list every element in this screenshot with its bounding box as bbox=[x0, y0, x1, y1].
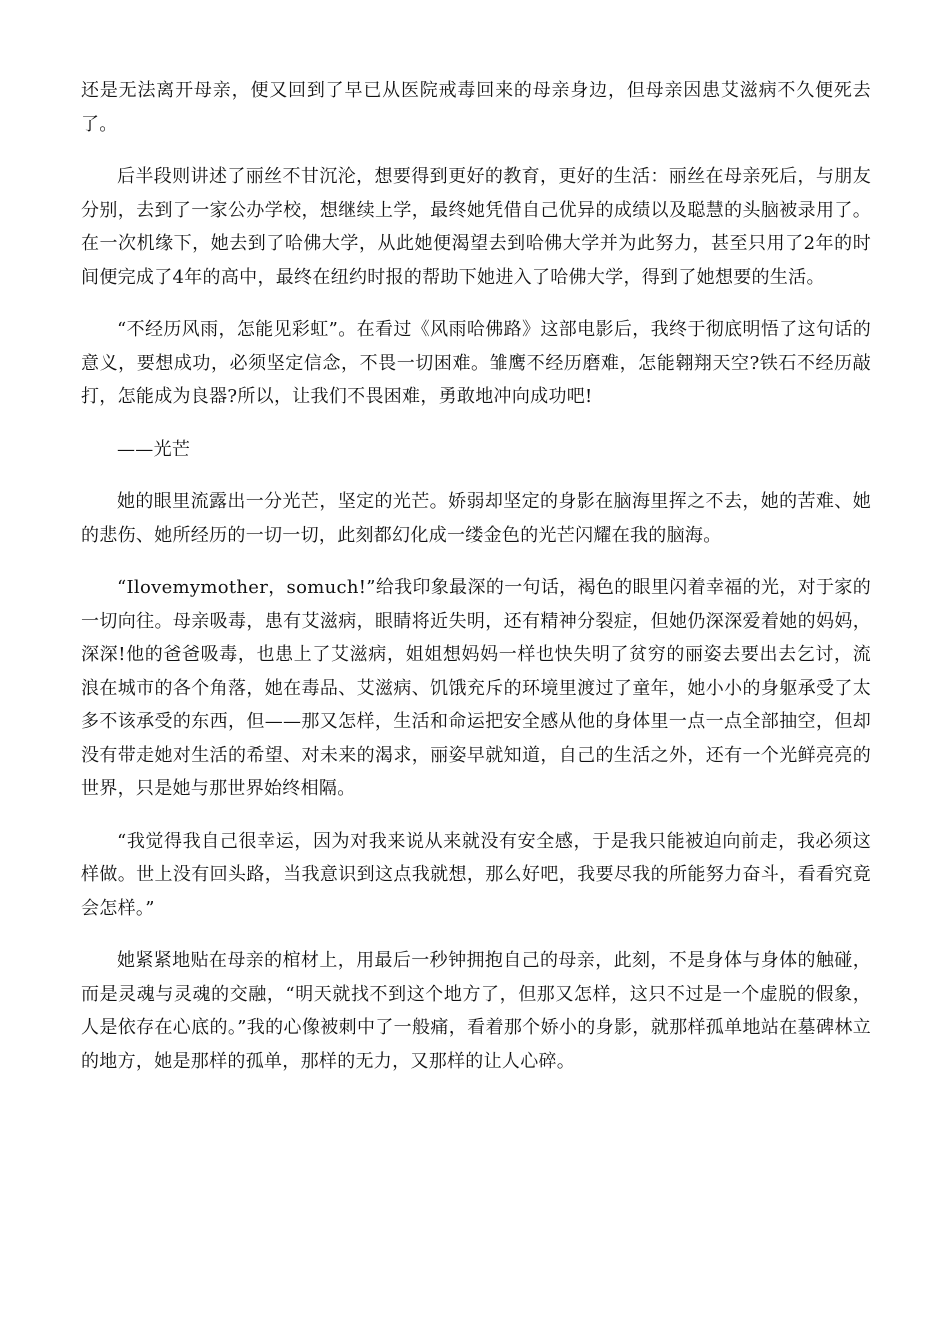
paragraph-continuation: 还是无法离开母亲，便又回到了早已从医院戒毒回来的母亲身边，但母亲因患艾滋病不久便死去了。 bbox=[81, 80, 871, 135]
paragraph-coffin: 她紧紧地贴在母亲的棺材上，用最后一秒钟拥抱自己的母亲，此刻，不是身体与身体的触碰，而是灵魂与灵魂的交融，“明天就找不到这个地方了，但那又怎样，这只不过是一个虚脱的假象，人是依存在心底的。”我的心像被刺中了一般痛，看着那个娇小的身影，就那样孤单地站在墓碑林立的地方，她是那样的孤单，那样的无力，又那样的让人心碎。 bbox=[81, 950, 871, 1072]
paragraph-second-half-summary: 后半段则讲述了丽丝不甘沉沦，想要得到更好的教育，更好的生活：丽丝在母亲死后，与朋友分别，去到了一家公办学校，想继续上学，最终她凭借自己优异的成绩以及聪慧的头脑被录用了。在一次机缘下，她去到了哈佛大学，从此她便渴望去到哈佛大学并为此努力，甚至只用了2年的时间便完成了4年的高中，最终在纽约时报的帮助下她进入了哈佛大学，得到了她想要的生活。 bbox=[81, 166, 871, 288]
paragraph-light-in-eyes: 她的眼里流露出一分光芒，坚定的光芒。娇弱却坚定的身影在脑海里挥之不去，她的苦难、她的悲伤、她所经历的一切一切，此刻都幻化成一缕金色的光芒闪耀在我的脑海。 bbox=[81, 491, 871, 546]
document-page bbox=[81, 74, 871, 1097]
paragraph-reflection: “不经历风雨，怎能见彩虹”。在看过《风雨哈佛路》这部电影后，我终于彻底明悟了这句话的意义，要想成功，必须坚定信念，不畏一切困难。雏鹰不经历磨难，怎能翱翔天空?铁石不经历敲打，怎能成为良器?所以，让我们不畏困难，勇敢地冲向成功吧! bbox=[81, 319, 871, 407]
section-heading: ——光芒 bbox=[117, 438, 191, 460]
paragraph-love-mother: “Ilovemymother，somuch!”给我印象最深的一句话，褐色的眼里闪着幸福的光，对于家的一切向往。母亲吸毒，患有艾滋病，眼睛将近失明，还有精神分裂症，但她仍深深爱着她的妈妈，深深!他的爸爸吸毒，也患上了艾滋病，姐姐想妈妈一样也快失明了贫穷的丽姿去要出去乞讨，流浪在城市的各个角落，她在毒品、艾滋病、饥饿充斥的环境里渡过了童年，她小小的身躯承受了太多不该承受的东西，但——那又怎样，生活和命运把安全感从他的身体里一点一点全部抽空，但却没有带走她对生活的希望、对未来的渴求，丽姿早就知道，自己的生活之外，还有一个光鲜亮亮的世界，只是她与那世界始终相隔。 bbox=[81, 577, 871, 799]
paragraph-quote-lucky: “我觉得我自己很幸运，因为对我来说从来就没有安全感，于是我只能被迫向前走，我必须这样做。世上没有回头路，当我意识到这点我就想，那么好吧，我要尽我的所能努力奋斗，看看究竟会怎样。” bbox=[81, 830, 871, 919]
